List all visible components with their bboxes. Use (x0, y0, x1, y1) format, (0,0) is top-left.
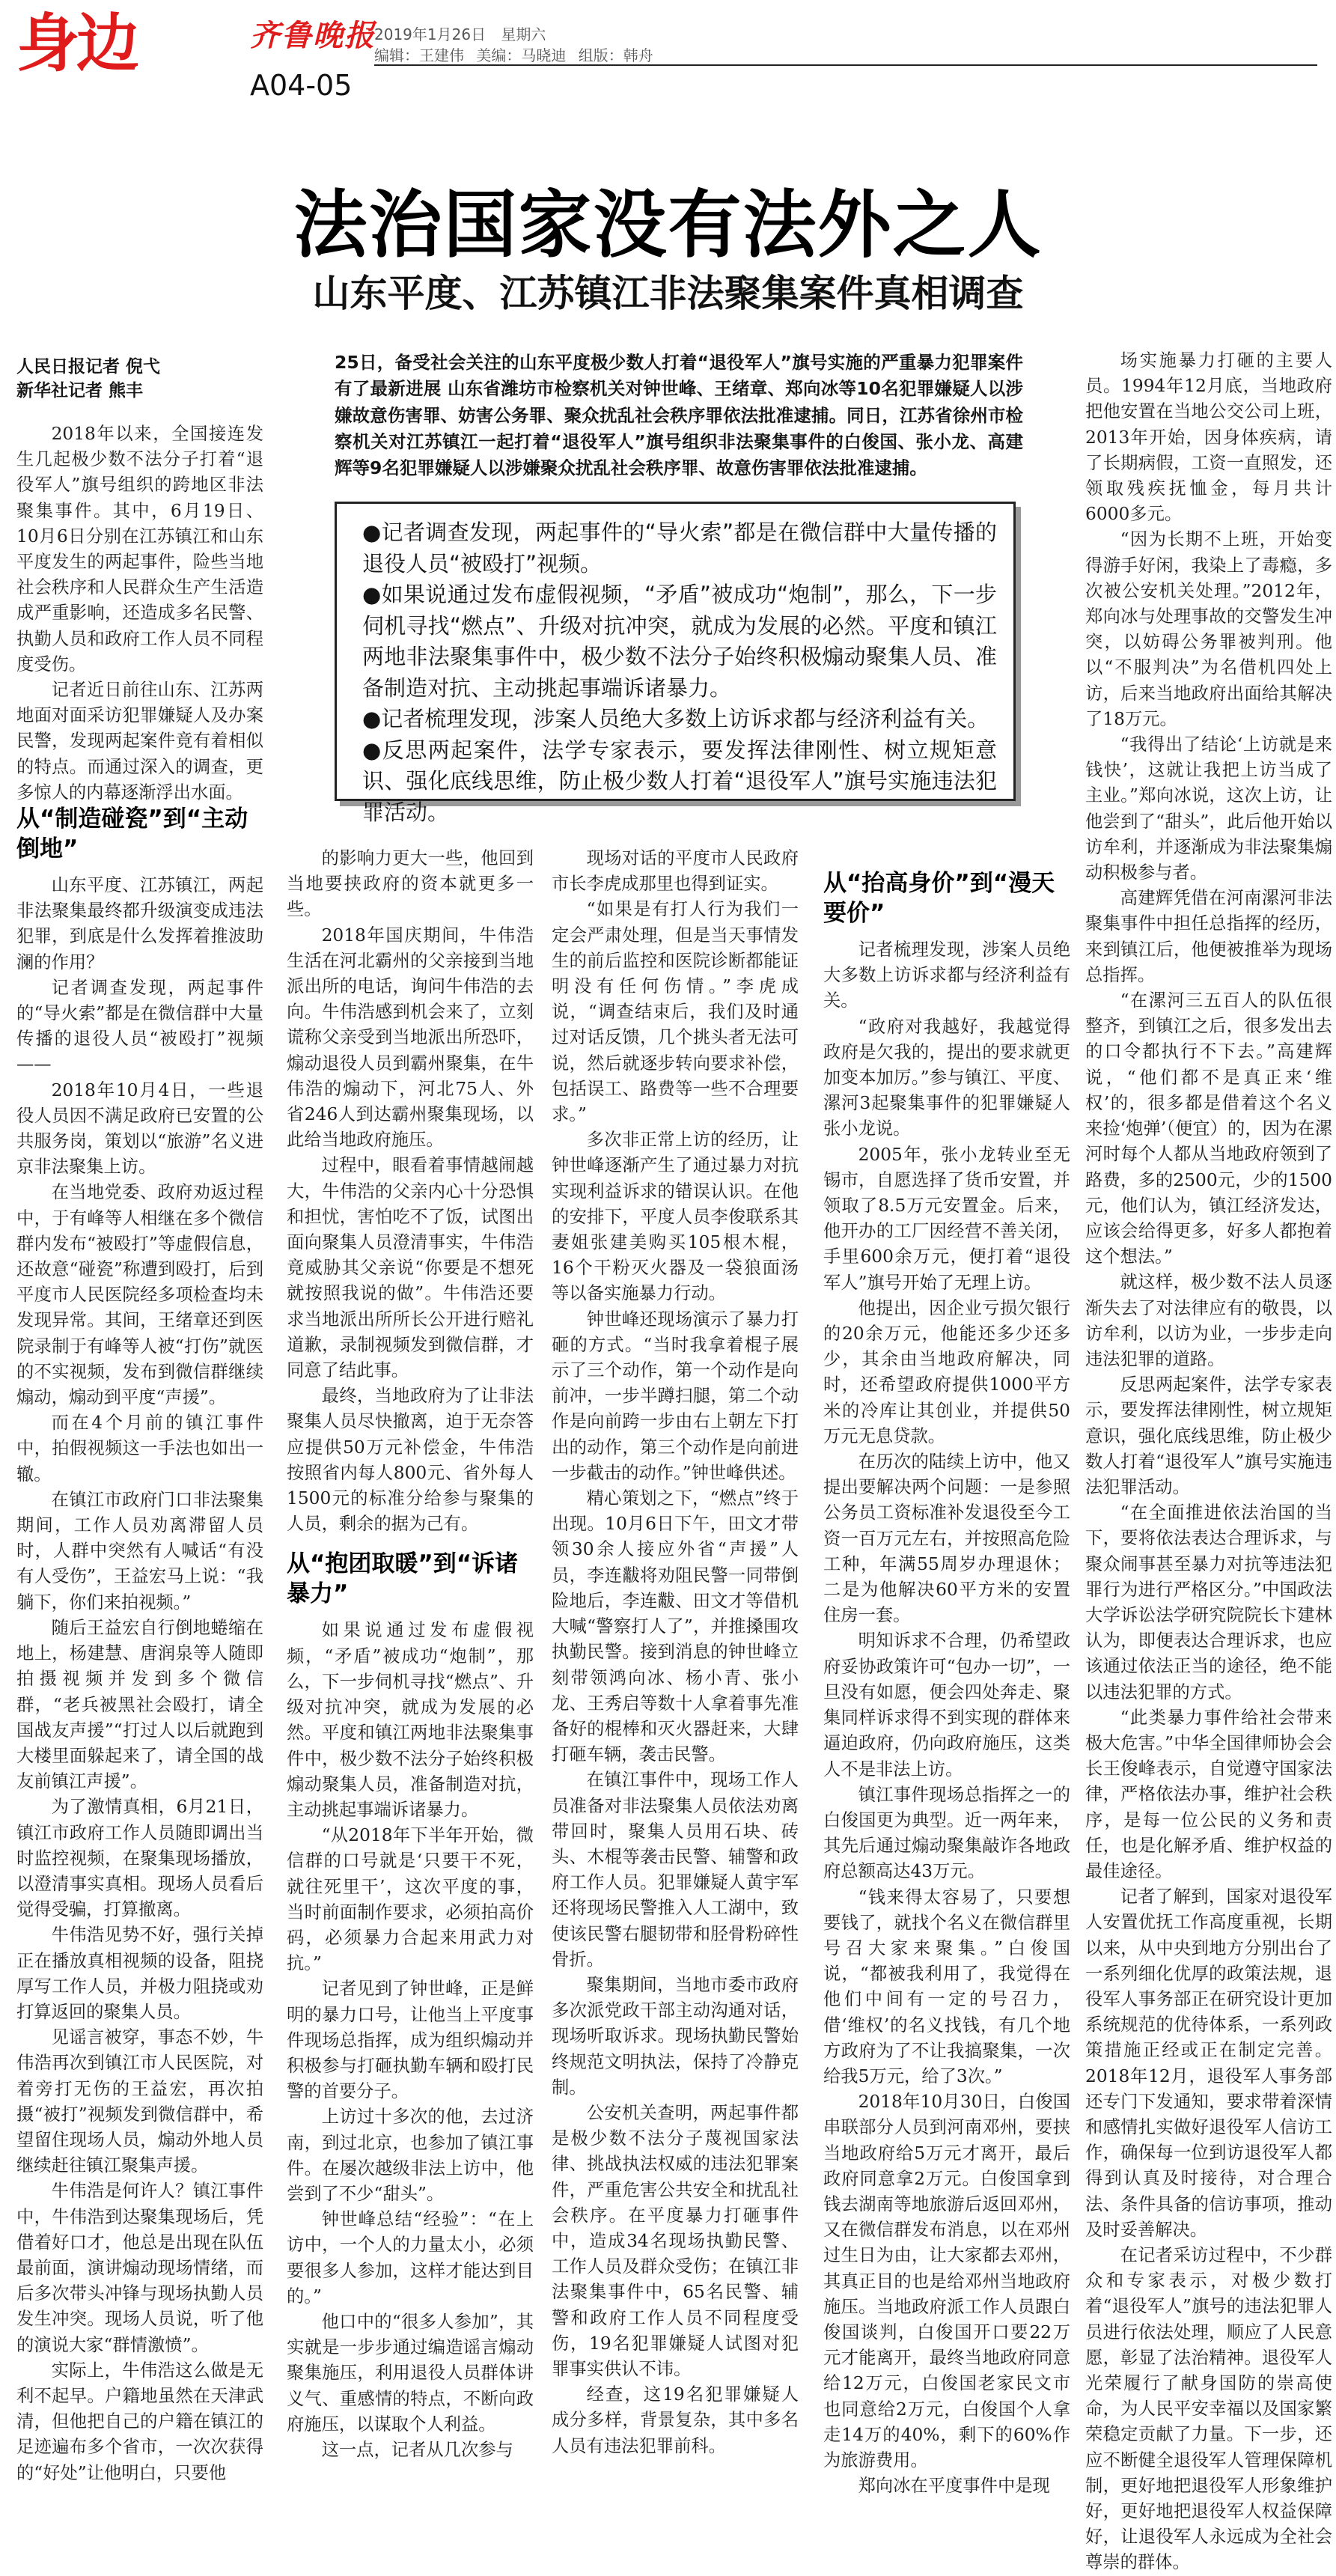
paragraph: 他口中的“很多人参加”，其实就是一步步通过编造谣言煽动聚集施压，利用退役人员群体讲义气、重感情的特点，不断向政府施压，以谋取个人利益。 (287, 2311, 534, 2435)
paragraph: “政府对我越好，我越觉得政府是欠我的，提出的要求就更加变本加厉。”参与镇江、平度、漯河3起聚集事件的犯罪嫌疑人张小龙说。 (823, 1016, 1070, 1139)
paragraph: 记者梳理发现，涉案人员绝大多数上访诉求都与经济利益有关。 (823, 940, 1070, 1011)
column-1-body (16, 873, 263, 2486)
column-3 (552, 846, 799, 2456)
paragraph: 经查，这19名犯罪嫌疑人成分多样，背景复杂，其中多名人员有违法犯罪前科。 (552, 2384, 799, 2456)
section-label: 身边 (16, 7, 137, 80)
byline (16, 355, 263, 403)
newspaper-masthead: 齐鲁晚报 (250, 18, 376, 53)
column-2-body-top (287, 846, 534, 1537)
column-4 (823, 846, 1070, 2497)
paragraph: 就这样，极少数不法人员逐渐失去了对法律应有的敬畏，以访牟利，以访为业，一步步走向违法犯罪的道路。 (1085, 1272, 1332, 1369)
paragraph: 这一点，记者从几次参与 (321, 2439, 513, 2460)
paragraph: 多次非正常上访的经历，让钟世峰逐渐产生了通过暴力对抗实现利益诉求的错误认识。在他的安排下，平度人员李俊联系其妻姐张建美购买105根木棍，16个干粉灭火器及一袋狼面汤等以备实施暴力行动。 (552, 1130, 799, 1304)
paragraph: 反思两起案件，法学专家表示，要发挥法律刚性，树立规矩意识，强化底线思维，防止极少数人打着“退役军人”旗号实施违法犯罪活动。 (1085, 1374, 1332, 1497)
paragraph: 牛伟浩见势不好，强行关掉正在播放真相视频的设备，阻挠厚写工作人员，并极力阻挠或劝打算返回的聚集人员。 (16, 1925, 263, 2022)
column-4-body (823, 937, 1070, 2499)
editor-credits: 编辑：王建伟 美编：马晓迪 组版：韩舟 (374, 46, 653, 64)
paragraph: 钟世峰总结“经验”：“在上访中，一个人的力量太小，必须要很多人参加，这样才能达到目的。” (287, 2209, 534, 2306)
paragraph: 2005年，张小龙转业至无锡市，自愿选择了货币安置，并领取了8.5万元安置金。后来，他开办的工厂因经营不善关闭，手里600余万元，便打着“退役军人”旗号开始了无理上访。 (823, 1144, 1070, 1293)
highlight-item: ●记者梳理发现，涉案人员绝大多数上访诉求都与经济利益有关。 (362, 706, 989, 731)
paragraph: 记者调查发现，两起事件的“导火索”都是在微信群中大量传播的退役人员“被殴打”视频—— (16, 977, 263, 1075)
paragraph: “在漯河三五百人的队伍很整齐，到镇江之后，很多发出去的口令都执行不下去。”高建辉说，“他们都不是真正来‘维权’的，很多都是借着这个名义来捡‘炮弹’（便宜）的，因为在漯河时每个人都从当地政府领到了路费，多的2500元，少的1500元，他们认为，镇江经济发达，应该会给得更多，好多人都抱着这个想法。” (1085, 990, 1332, 1267)
paragraph: “在全面推进依法治国的当下，要将依法表达合理诉求，与聚众闹事甚至暴力对抗等违法犯罪行为进行严格区分。”中国政法大学诉讼法学研究院院长卞建林认为，即便表达合理诉求，也应该通过依法正当的途径，绝不能以违法犯罪的方式。 (1085, 1502, 1332, 1702)
column-1 (16, 792, 263, 2483)
lead-paragraph: 25日，备受社会关注的山东平度极少数人打着“退役军人”旗号实施的严重暴力犯罪案件有了最新进展 山东省潍坊市检察机关对钟世峰、王绪章、郑向冰等10名犯罪嫌疑人以涉嫌故意伤害罪、妨害公务罪、聚众扰乱社会秩序罪依法批准逮捕。同日，江苏省徐州市检察机关对江苏镇江一起打着“退役军人”旗号组织非法聚集事件的白俊国、张小龙、高建辉等9名犯罪嫌疑人以涉嫌聚众扰乱社会秩序罪、故意伤害罪依法批准逮捕。 (335, 352, 1023, 479)
paragraph: 2018年以来，全国接连发生几起极少数不法分子打着“退役军人”旗号组织的跨地区非法聚集事件。其中，6月19日、10月6日分别在江苏镇江和山东平度发生的两起事件，险些当地社会秩序和人民群众生产生活造成严重影响，还造成多名民警、执勤人员和政府工作人员不同程度受伤。 (16, 424, 263, 675)
paragraph: 见谣言被穿，事态不妙，牛伟浩再次到镇江市人民医院，对着旁打无伤的王益宏，再次拍摄“被打”视频发到微信群中，希望留住现场人员，煽动外地人员继续赶往镇江聚集声援。 (16, 2027, 263, 2176)
column-5 (1085, 348, 1332, 2573)
byline-reporter-2: 新华社记者 熊丰 (16, 381, 144, 401)
paragraph: 在历次的陆续上访中，他又提出要解决两个问题：一是参照公务员工资标准补发退役至今工资一百万元左右，并按照高危险工种，年满55周岁办理退休；二是为他解决60平方米的安置住房一套。 (823, 1452, 1070, 1626)
section-heading: 从“制造碰瓷”到“主动倒地” (16, 806, 248, 862)
paragraph: 随后王益宏自行倒地蜷缩在地上，杨建慧、唐润泉等人随即拍摄视频并发到多个微信群，“老兵被黑社会殴打，请全国战友声援”“打过人以后就跑到大楼里面躲起来了，请全国的战友前镇江声援”。 (16, 1617, 263, 1792)
paragraph: 高建辉凭借在河南漯河非法聚集事件中担任总指挥的经历，来到镇江后，他便被推举为现场总指挥。 (1085, 888, 1332, 985)
highlight-item: ●如果说通过发布虚假视频，“矛盾”被成功“炮制”，那么，下一步伺机寻找“燃点”、升级对抗冲突，就成为发展的必然。平度和镇江两地非法聚集事件中，极少数不法分子始终积极煽动聚集人员、准备制造对抗、主动挑起事端诉诸暴力。 (362, 582, 997, 701)
paragraph: 在记者采访过程中，不少群众和专家表示，对极少数打着“退役军人”旗号的违法犯罪人员进行依法处理，顺应了人民意愿，彰显了法治精神。退役军人光荣履行了献身国防的崇高使命，为人民平安幸福以及国家繁荣稳定贡献了力量。下一步，还应不断健全退役军人管理保障机制，更好地把退役军人形象维护好，更好地把退役军人权益保障好，让退役军人永远成为全社会尊崇的群体。 (1085, 2245, 1332, 2573)
paragraph: 镇江事件现场总指挥之一的白俊国更为典型。近一两年来，其先后通过煽动聚集敲诈各地政府总额高达43万元。 (823, 1784, 1070, 1882)
issue-date: 2019年1月26日 星期六 (374, 25, 546, 43)
section-heading: 从“抬高身价”到“漫天要价” (823, 870, 1055, 927)
paragraph: “如果是有打人行为我们一定会严肃处理，但是当天事情发生的前后监控和医院诊断都能证明没有任何伤情。”李虎成说，“调查结束后，我们及时通过对话反馈，几个挑头者无法可说，然后就逐步转向要求补偿，包括误工、路费等一些不合理要求。” (552, 899, 799, 1125)
paragraph: 最终，当地政府为了让非法聚集人员尽快撤离，迫于无奈答应提供50万元补偿金，牛伟浩按照省内每人800元、省外每人1500元的标准分给参与聚集的人员，剩余的据为己有。 (287, 1386, 534, 1535)
subheadline: 山东平度、江苏镇江非法聚集案件真相调查 (312, 272, 1024, 315)
paragraph: “我得出了结论‘上访就是来钱快’，这就让我把上访当成了主业。”郑向冰说，这次上访，让他尝到了“甜头”，此后他开始以访牟利，并逐渐成为非法聚集煽动积极参与者。 (1085, 734, 1332, 883)
paragraph: “钱来得太容易了，只要想要钱了，就找个名义在微信群里号召大家来聚集。”白俊国说，“都被我利用了，我觉得在他们中间有一定的号召力，借‘维权’的名义找钱，有几个地方政府为了不让我搞聚集，一次给我5万元，给了3次。” (823, 1887, 1070, 2086)
paragraph: 公安机关查明，两起事件都是极少数不法分子蔑视国家法律、挑战执法权威的违法犯罪案件，严重危害公共安全和扰乱社会秩序。在平度暴力打砸事件中，造成34名现场执勤民警、工作人员及群众受伤；在镇江非法聚集事件中，65名民警、辅警和政府工作人员不同程度受伤，19名犯罪嫌疑人试图对犯罪事实供认不讳。 (552, 2102, 799, 2379)
paragraph: 牛伟浩是何许人？镇江事件中，牛伟浩到达聚集现场后，凭借着好口才，他总是出现在队伍最前面，演讲煽动现场情绪，而后多次带头冲锋与现场执勤人员发生冲突。现场人员说，听了他的演说大家“群情激愤”。 (16, 2181, 263, 2355)
paragraph: 精心策划之下，“燃点”终于出现。10月6日下午，田文才带领30余人接应外省“声援”人员，李连黻将劝阻民警一同带倒险地后，李连黻、田文才等借机大喊“警察打人了”，并推搡围攻执勤民警。接到消息的钟世峰立刻带领鸿向冰、杨小青、张小龙、王秀启等数十人拿着事先准备好的棍棒和灭火器赶来，大肆打砸车辆，袭击民警。 (552, 1488, 799, 1765)
byline-reporter-1: 人民日报记者 倪弋 (16, 357, 161, 377)
highlight-item: ●记者调查发现，两起事件的“导火索”都是在微信群中大量传播的退役人员“被殴打”视频。 (362, 520, 997, 576)
paragraph: 的影响力更大一些，他回到当地要挟政府的资本就更多一些。 (287, 848, 534, 920)
paragraph: 钟世峰还现场演示了暴力打砸的方式。“当时我拿着棍子展示了三个动作，第一个动作是向前冲，一步半蹲扫腿，第二个动作是向前跨一步由右上朝左下打出的动作，第三个动作是向前进一步截击的动作。”钟世峰供述。 (552, 1309, 799, 1483)
paragraph: 记者了解到，国家对退役军人安置优抚工作高度重视，长期以来，从中央到地方分别出台了一系列细化优厚的政策法规，退役军人事务部正在研究设计更加系统规范的优待体系，一系列政策措施正经或正在制定完善。2018年12月，退役军人事务部还专门下发通知，要求带着深情和感情扎实做好退役军人信访工作，确保每一位到访退役军人都得到认真及时接待，对合理合法、条件具备的信访事项，推动及时妥善解决。 (1085, 1887, 1332, 2240)
paragraph: 2018年国庆期间，牛伟浩生活在河北霸州的父亲接到当地派出所的电话，询问牛伟浩的去向。牛伟浩感到机会来了，立刻谎称父亲受到当地派出所恐吓，煽动退役人员到霸州聚集，在牛伟浩的煽动下，河北75人、外省246人到达霸州聚集现场，以此给当地政府施压。 (287, 925, 534, 1151)
paragraph: 为了激情真相，6月21日，镇江市政府工作人员随即调出当时监控视频，在聚集现场播放，以澄清事实真相。现场人员看后觉得受骗，打算撤离。 (16, 1797, 263, 1920)
highlights-box (335, 502, 1016, 825)
paragraph: 山东平度、江苏镇江，两起非法聚集最终都升级演变成违法犯罪，到底是什么发挥着推波助澜的作用？ (16, 875, 263, 972)
paragraph: 上访过十多次的他，去过济南，到过北京，也参加了镇江事件。在屡次越级非法上访中，他尝到了不少“甜头”。 (287, 2107, 534, 2204)
paragraph: “因为长期不上班，开始变得游手好闲，我染上了毒瘾，多次被公安机关处理。”2012年，郑向冰与处理事故的交警发生冲突，以妨碍公务罪被判刑。他以“不服判决”为名借机四处上访，后来当地政府出面给其解决了18万元。 (1085, 529, 1332, 729)
paragraph: 在镇江市政府门口非法聚集期间，工作人员劝离滞留人员时，人群中突然有人喊话“有没有人受伤”，王益宏马上说：“我躺下，你们来拍视频。” (16, 1489, 263, 1613)
page-number: A04-05 (250, 69, 353, 102)
paragraph: 实际上，牛伟浩这么做是无利不起早。户籍地虽然在天津武清，但他把自己的户籍在镇江的足迹遍布多个省市，一次次获得的“好处”让他明白，只要他 (16, 2360, 263, 2483)
paragraph: 记者近日前往山东、江苏两地面对面采访犯罪嫌疑人及办案民警，发现两起案件竟有着相似的特点。而通过深入的调查，更多惊人的内幕逐渐浮出水面。 (16, 680, 263, 803)
headline: 法治国家没有法外之人 (293, 183, 1043, 268)
column-2-body-bottom (287, 1618, 534, 2463)
paragraph: 过程中，眼看着事情越闹越大，牛伟浩的父亲内心十分恐惧和担忧，害怕吃不了饭，试图出面向聚集人员澄清事实，牛伟浩竟威胁其父亲说“你要是不想死就按照我说的做”。牛伟浩还要求当地派出所所长公开进行赔礼道歉，录制视频发到微信群，才同意了结此事。 (287, 1155, 534, 1381)
paragraph: 场实施暴力打砸的主要人员。1994年12月底，当地政府把他安置在当地公交公司上班，2013年开始，因身体疾病，请了长期病假，工资一直照发，还领取残疾抚恤金，每月共计6000多元。 (1085, 350, 1332, 525)
paragraph: 在当地党委、政府劝返过程中，于有峰等人相继在多个微信群内发布“被殴打”等虚假信息，还故意“碰瓷”称遭到殴打，后到平度市人民医院经多项检查均未发现异常。其间，王绪章还到医院录制于有峰等人被“打伤”就医的不实视频，发布到微信群继续煽动，煽动到平度“声援”。 (16, 1182, 263, 1408)
paragraph: 在镇江事件中，现场工作人员准备对非法聚集人员依法劝离带回时，聚集人员用石块、砖头、木棍等袭击民警、辅警和政府工作人员。犯罪嫌疑人黄宇军还将现场民警推入人工湖中，致使该民警右腿韧带和胫骨粉碎性骨折。 (552, 1770, 799, 1970)
paragraph: 2018年10月4日，一些退役人员因不满足政府已安置的公共服务岗，策划以“旅游”名义进京非法聚集上访。 (16, 1080, 263, 1178)
paragraph: 而在4个月前的镇江事件中，拍假视频这一手法也如出一辙。 (16, 1413, 263, 1485)
paragraph: 他提出，因企业亏损欠银行的20余万元，他能还多少还多少，其余由当地政府解决，同时，还希望政府提供1000平方米的冷库让其创业，并提供50万元无息贷款。 (823, 1297, 1070, 1446)
paragraph: “此类暴力事件给社会带来极大危害。”中华全国律师协会会长王俊峰表示，自觉遵守国家法律，严格依法办事，维护社会秩序，是每一位公民的义务和责任，也是化解矛盾、维护权益的最佳途径。 (1085, 1707, 1332, 1881)
column-2 (287, 846, 534, 2460)
paragraph: 现场对话的平度市人民政府市长李虎成那里也得到证实。 (552, 848, 799, 895)
paragraph: 记者见到了钟世峰，正是鲜明的暴力口号，让他当上平度事件现场总指挥，成为组织煽动并积极参与打砸执勤车辆和殴打民警的首要分子。 (287, 1979, 534, 2102)
section-heading: 从“抱团取暖”到“诉诸暴力” (287, 1550, 519, 1608)
paragraph: “从2018年下半年开始，微信群的口号就是‘只要干不死，就往死里干’，这次平度的事，当时前面制作要求，必须拍高价码，必须暴力合起来用武力对抗。” (287, 1825, 534, 1974)
column-1-intro (16, 421, 263, 803)
paragraph: 2018年10月30日，白俊国串联部分人员到河南邓州，要挟当地政府给5万元才离开，最后政府同意拿2万元。白俊国拿到钱去湖南等地旅游后返回邓州，又在微信群发布消息，以在邓州过生日为由，让大家都去邓州，其真正目的也是给邓州当地政府施压。当地政府派工作人员跟白俊国谈判，白俊国开口要22万元才能离开，最终当地政府同意给12万元，白俊国老家民文市也同意给2万元，白俊国个人拿走14万的40%，剩下的60%作为旅游费用。 (823, 2092, 1070, 2470)
paragraph: 如果说通过发布虚假视频，“矛盾”被成功“炮制”，那么，下一步伺机寻找“燃点”、升级对抗冲突，就成为发展的必然。平度和镇江两地非法聚集事件中，极少数不法分子始终积极煽动聚集人员，准备制造对抗，主动挑起事端诉诸暴力。 (287, 1620, 534, 1820)
paragraph: 明知诉求不合理，仍希望政府妥协政策许可“包办一切”，一旦没有如愿，便会四处奔走、聚集同样诉求得不到实现的群体来逼迫政府，仍向政府施压，这类人不是非法上访。 (823, 1630, 1070, 1779)
header-divider (374, 64, 1317, 66)
paragraph: 聚集期间，当地市委市政府多次派党政干部主动沟通对话，现场听取诉求。现场执勤民警始终规范文明执法，保持了冷静克制。 (552, 1974, 799, 2098)
highlight-item: ●反思两起案件，法学专家表示，要发挥法律刚性、树立规矩意识、强化底线思维，防止极少数人打着“退役军人”旗号实施违法犯罪活动。 (362, 737, 997, 825)
paragraph: 郑向冰在平度事件中是现 (858, 2476, 1050, 2497)
